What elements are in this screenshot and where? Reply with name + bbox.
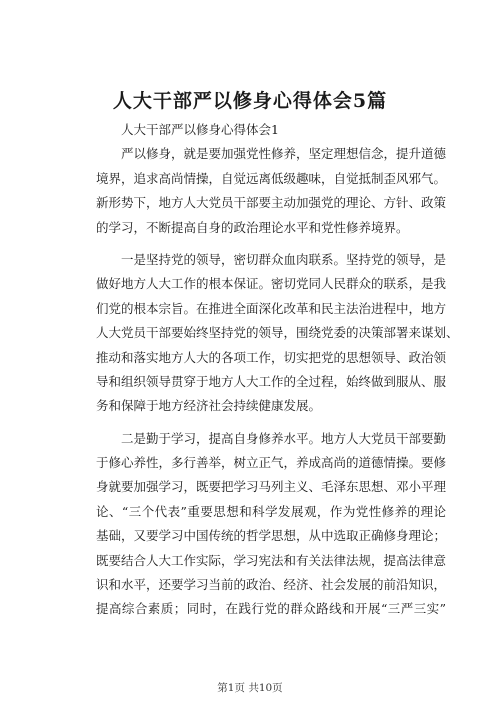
paragraph-line: 识和水平，还要学习当前的政治、经济、社会发展的前沿知识， bbox=[96, 577, 447, 593]
paragraph-line: 既要结合人大工作实际，学习宪法和有关法律法规，提高法律意 bbox=[96, 552, 447, 568]
paragraph-line: 推动和落实地方人大的各项工作，切实把党的思想领导、政治领 bbox=[96, 349, 447, 365]
section-heading: 人大干部严以修身心得体会1 bbox=[121, 122, 279, 137]
paragraph-line: 于修心养性，多行善举，树立正气，养成高尚的道德情操。要修 bbox=[96, 455, 447, 471]
paragraph-line: 论、“三个代表”重要思想和科学发展观，作为党性修养的理论 bbox=[96, 503, 446, 519]
paragraph-line: 境界，追求高尚情操，自觉远离低级趣味，自觉抵制歪风邪气。 bbox=[96, 170, 447, 186]
paragraph-2 bbox=[96, 248, 459, 419]
paragraph-1 bbox=[96, 142, 446, 240]
document-body bbox=[96, 118, 459, 622]
paragraph-line: 提高综合素质；同时，在践行党的群众路线和开展“三严三实” bbox=[96, 601, 446, 617]
paragraph-3 bbox=[96, 427, 446, 622]
paragraph-line: 严以修身，就是要加强党性修养，坚定理想信念，提升道德 bbox=[121, 146, 447, 162]
paragraph-line: 新形势下，地方人大党员干部要主动加强党的理论、方针、政策 bbox=[96, 195, 447, 211]
page-footer: 第1页 共10页 bbox=[217, 682, 283, 694]
paragraph-line: 人大党员干部要始终坚持党的领导，围绕党委的决策部署来谋划、 bbox=[96, 325, 459, 341]
paragraph-line: 的学习，不断提高自身的政治理论水平和党性修养境界。 bbox=[96, 219, 409, 235]
paragraph-line: 们党的根本宗旨。在推进全面深化改革和民主法治进程中，地方 bbox=[96, 300, 447, 316]
paragraph-line: 导和组织领导贯穿于地方人大工作的全过程，始终做到服从、服 bbox=[96, 373, 447, 389]
paragraph-line: 基础，又要学习中国传统的哲学思想，从中选取正确修身理论； bbox=[96, 528, 447, 544]
paragraph-line: 务和保障于地方经济社会持续健康发展。 bbox=[96, 398, 322, 414]
document-title: 人大干部严以修身心得体会5篇 bbox=[112, 90, 388, 112]
paragraph-line: 做好地方人大工作的根本保证。密切党同人民群众的联系，是我 bbox=[96, 276, 447, 292]
paragraph-line: 二是勤于学习，提高自身修养水平。地方人大党员干部要勤 bbox=[121, 430, 447, 446]
paragraph-line: 身就要加强学习，既要把学习马列主义、毛泽东思想、邓小平理 bbox=[96, 479, 447, 495]
paragraph-line: 一是坚持党的领导，密切群众血肉联系。坚持党的领导，是 bbox=[121, 251, 447, 267]
